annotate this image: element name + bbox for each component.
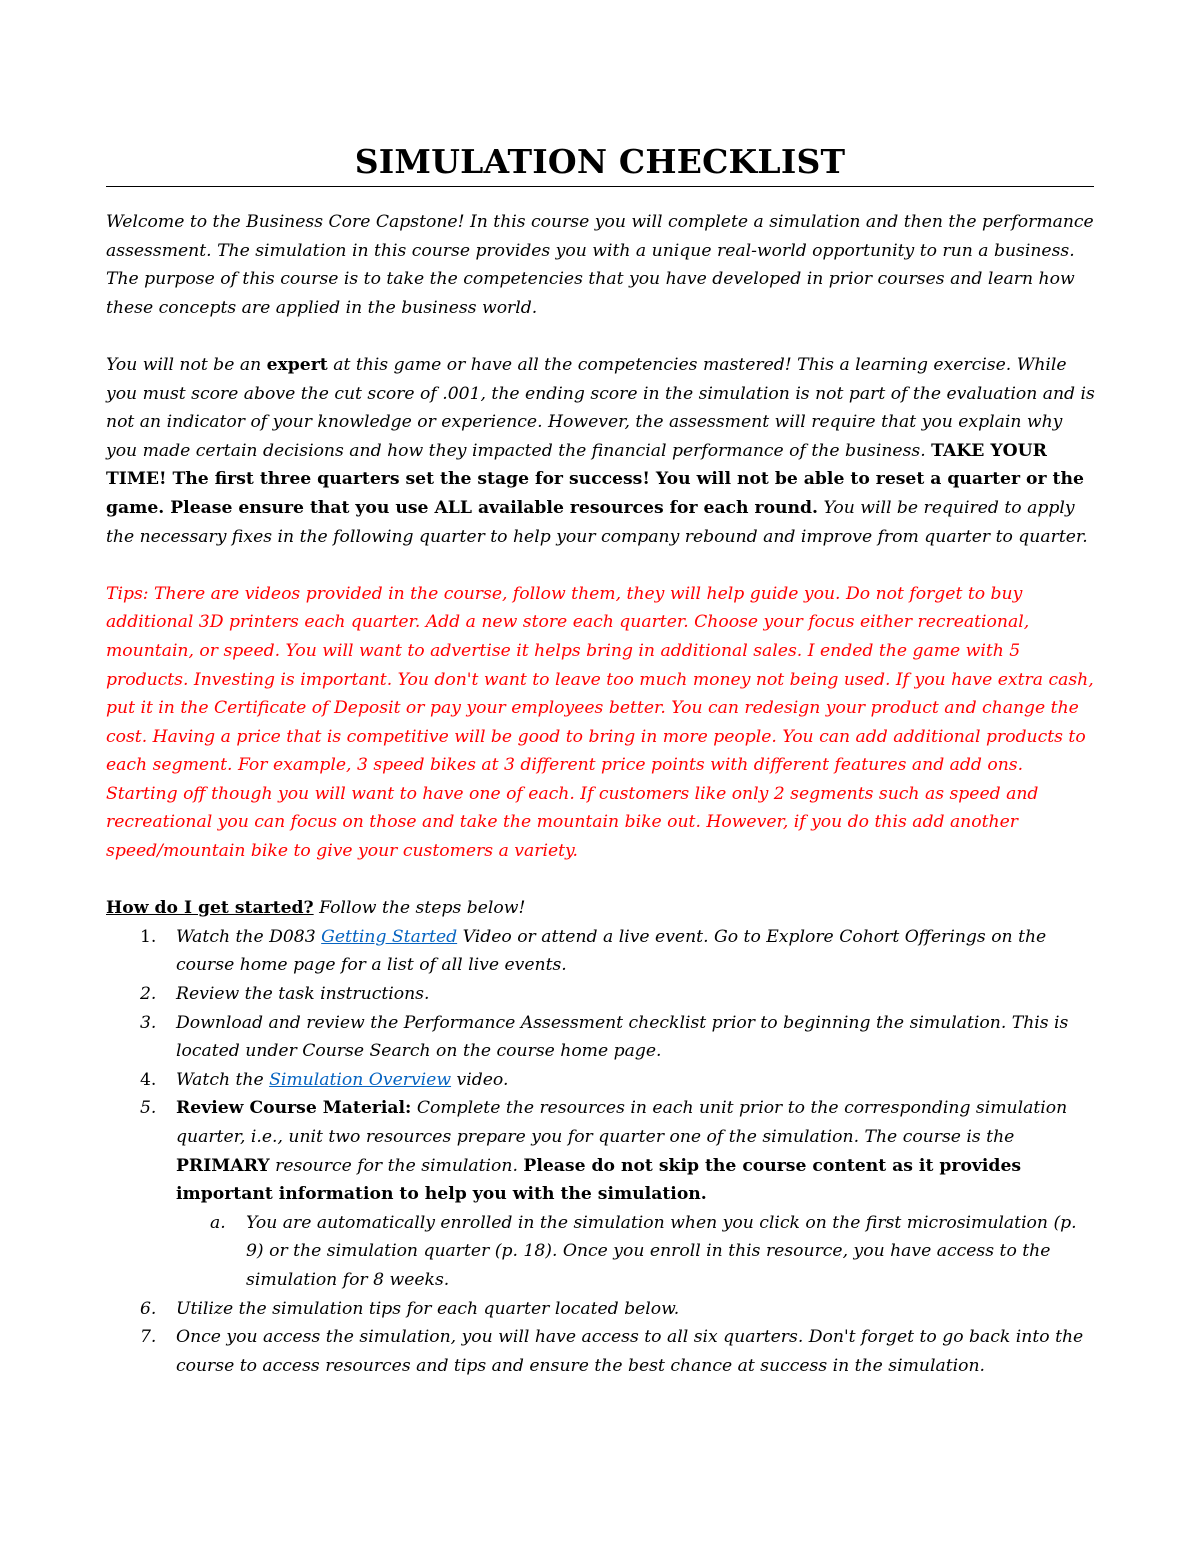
step4-text-b: video.	[451, 1069, 509, 1090]
step5-sublist	[106, 1209, 1096, 1295]
tips-paragraph: Tips: There are videos provided in the course, follow them, they will help guide you. Do not forget to buy additional 3D printers each quarter. Add a new store each quarter. Choose your focus either recreational, mountain, or speed. You will want to advertise it helps bring in additional sales. I ended the game with 5 products. Investing is important. You don't want to leave too much money not being used. If you have extra cash, put it in the Certificate of Deposit or pay your employees better. You can redesign your product and change the cost. Having a price that is competitive will be good to bring in more people. You can add additional products to each segment. For example, 3 speed bikes at 3 different price points with different features and add ons. Starting off though you will want to have one of each. If customers like only 2 segments such as speed and recreational you can focus on those and take the mountain bike out. However, if you do this add another speed/mountain bike to give your customers a variety.	[106, 583, 1094, 862]
step-number: 5.	[140, 1098, 157, 1119]
step5-bold: Please do not skip the course content as it provides important information to help you with the simulation.	[176, 1155, 1022, 1205]
list-item	[106, 980, 1096, 1009]
getting-started-heading	[106, 894, 1096, 923]
para2-expert: expert	[266, 354, 328, 375]
list-item	[106, 1209, 1096, 1295]
step1-text-b: Video or attend a live event. Go to Explore Cohort Offerings on the course home page for a list of all live events.	[176, 926, 1047, 976]
step5-lead: Review Course Material:	[176, 1098, 412, 1119]
simulation-overview-link[interactable]: Simulation Overview	[269, 1069, 452, 1090]
step3-text: Download and review the Performance Assessment checklist prior to beginning the simulation. This is located under Course Search on the course home page.	[176, 1012, 1069, 1062]
para2-text-e: You will be required to apply the necessary fixes in the following quarter to help your company rebound and improve from quarter to quarter.	[106, 497, 1088, 547]
step5-text-b: resource for the simulation.	[269, 1155, 524, 1176]
page-title: SIMULATION CHECKLIST	[354, 142, 846, 181]
para2-text-c: at this game or have all the competencies mastered! This a learning exercise. While you must score above the cut score of .001, the ending score in the simulation is not part of the evaluation and is not an indicator of your knowledge or experience. However, the assessment will require that you explain why you made certain decisions and how they impacted the financial performance of the business.	[106, 354, 1095, 461]
intro-paragraph: Welcome to the Business Core Capstone! In this course you will complete a simulation and then the performance assessment. The simulation in this course provides you with a unique real-world opportunity to run a business. The purpose of this course is to take the competencies that you have developed in prior courses and learn how these concepts are applied in the business world.	[106, 212, 1094, 318]
para2-text-a: You will not be an	[106, 354, 267, 375]
list-item	[106, 1094, 1096, 1294]
steps-list	[106, 923, 1096, 1381]
step1-text-a: Watch the D083	[176, 926, 322, 947]
title-divider	[106, 186, 1094, 187]
getting-started-follow: Follow the steps below!	[313, 898, 526, 919]
step2-text: Review the task instructions.	[176, 984, 430, 1005]
document-body	[106, 208, 1096, 1380]
step-number: 3.	[140, 1012, 157, 1033]
list-item	[106, 923, 1096, 980]
step5-sub-text: You are automatically enrolled in the simulation when you click on the first microsimulation (p. 9) or the simulation quarter (p. 18). Once you enroll in this resource, you have access to the simulation for 8 weeks.	[246, 1212, 1077, 1290]
expectations-paragraph	[106, 351, 1096, 551]
para2-emphasis: TAKE YOUR TIME! The first three quarters set the stage for success! You will not be able to reset a quarter or the game. Please ensure that you use ALL available resources for each round.	[106, 440, 1084, 518]
step-number: 7.	[140, 1327, 157, 1348]
step4-text-a: Watch the	[176, 1069, 270, 1090]
list-item	[106, 1009, 1096, 1066]
step-number: 6.	[140, 1298, 157, 1319]
getting-started-link[interactable]: Getting Started	[321, 926, 458, 947]
list-item	[106, 1295, 1096, 1324]
list-item	[106, 1323, 1096, 1380]
step-number: 1.	[140, 926, 157, 947]
list-item	[106, 1066, 1096, 1095]
step6-text: Utilize the simulation tips for each quarter located below.	[176, 1298, 680, 1319]
getting-started-question: How do I get started?	[106, 898, 314, 919]
step5-primary: PRIMARY	[176, 1155, 270, 1176]
step-number: 2.	[140, 984, 157, 1005]
step-number: 4.	[140, 1069, 157, 1090]
step7-text: Once you access the simulation, you will have access to all six quarters. Don't forget to go back into the course to access resources and tips and ensure the best chance at success in the simulation.	[176, 1327, 1084, 1376]
step5-text-a: Complete the resources in each unit prior to the corresponding simulation quarter, i.e., unit two resources prepare you for quarter one of the simulation. The course is the	[176, 1098, 1068, 1147]
sub-step-letter: a.	[210, 1212, 226, 1233]
